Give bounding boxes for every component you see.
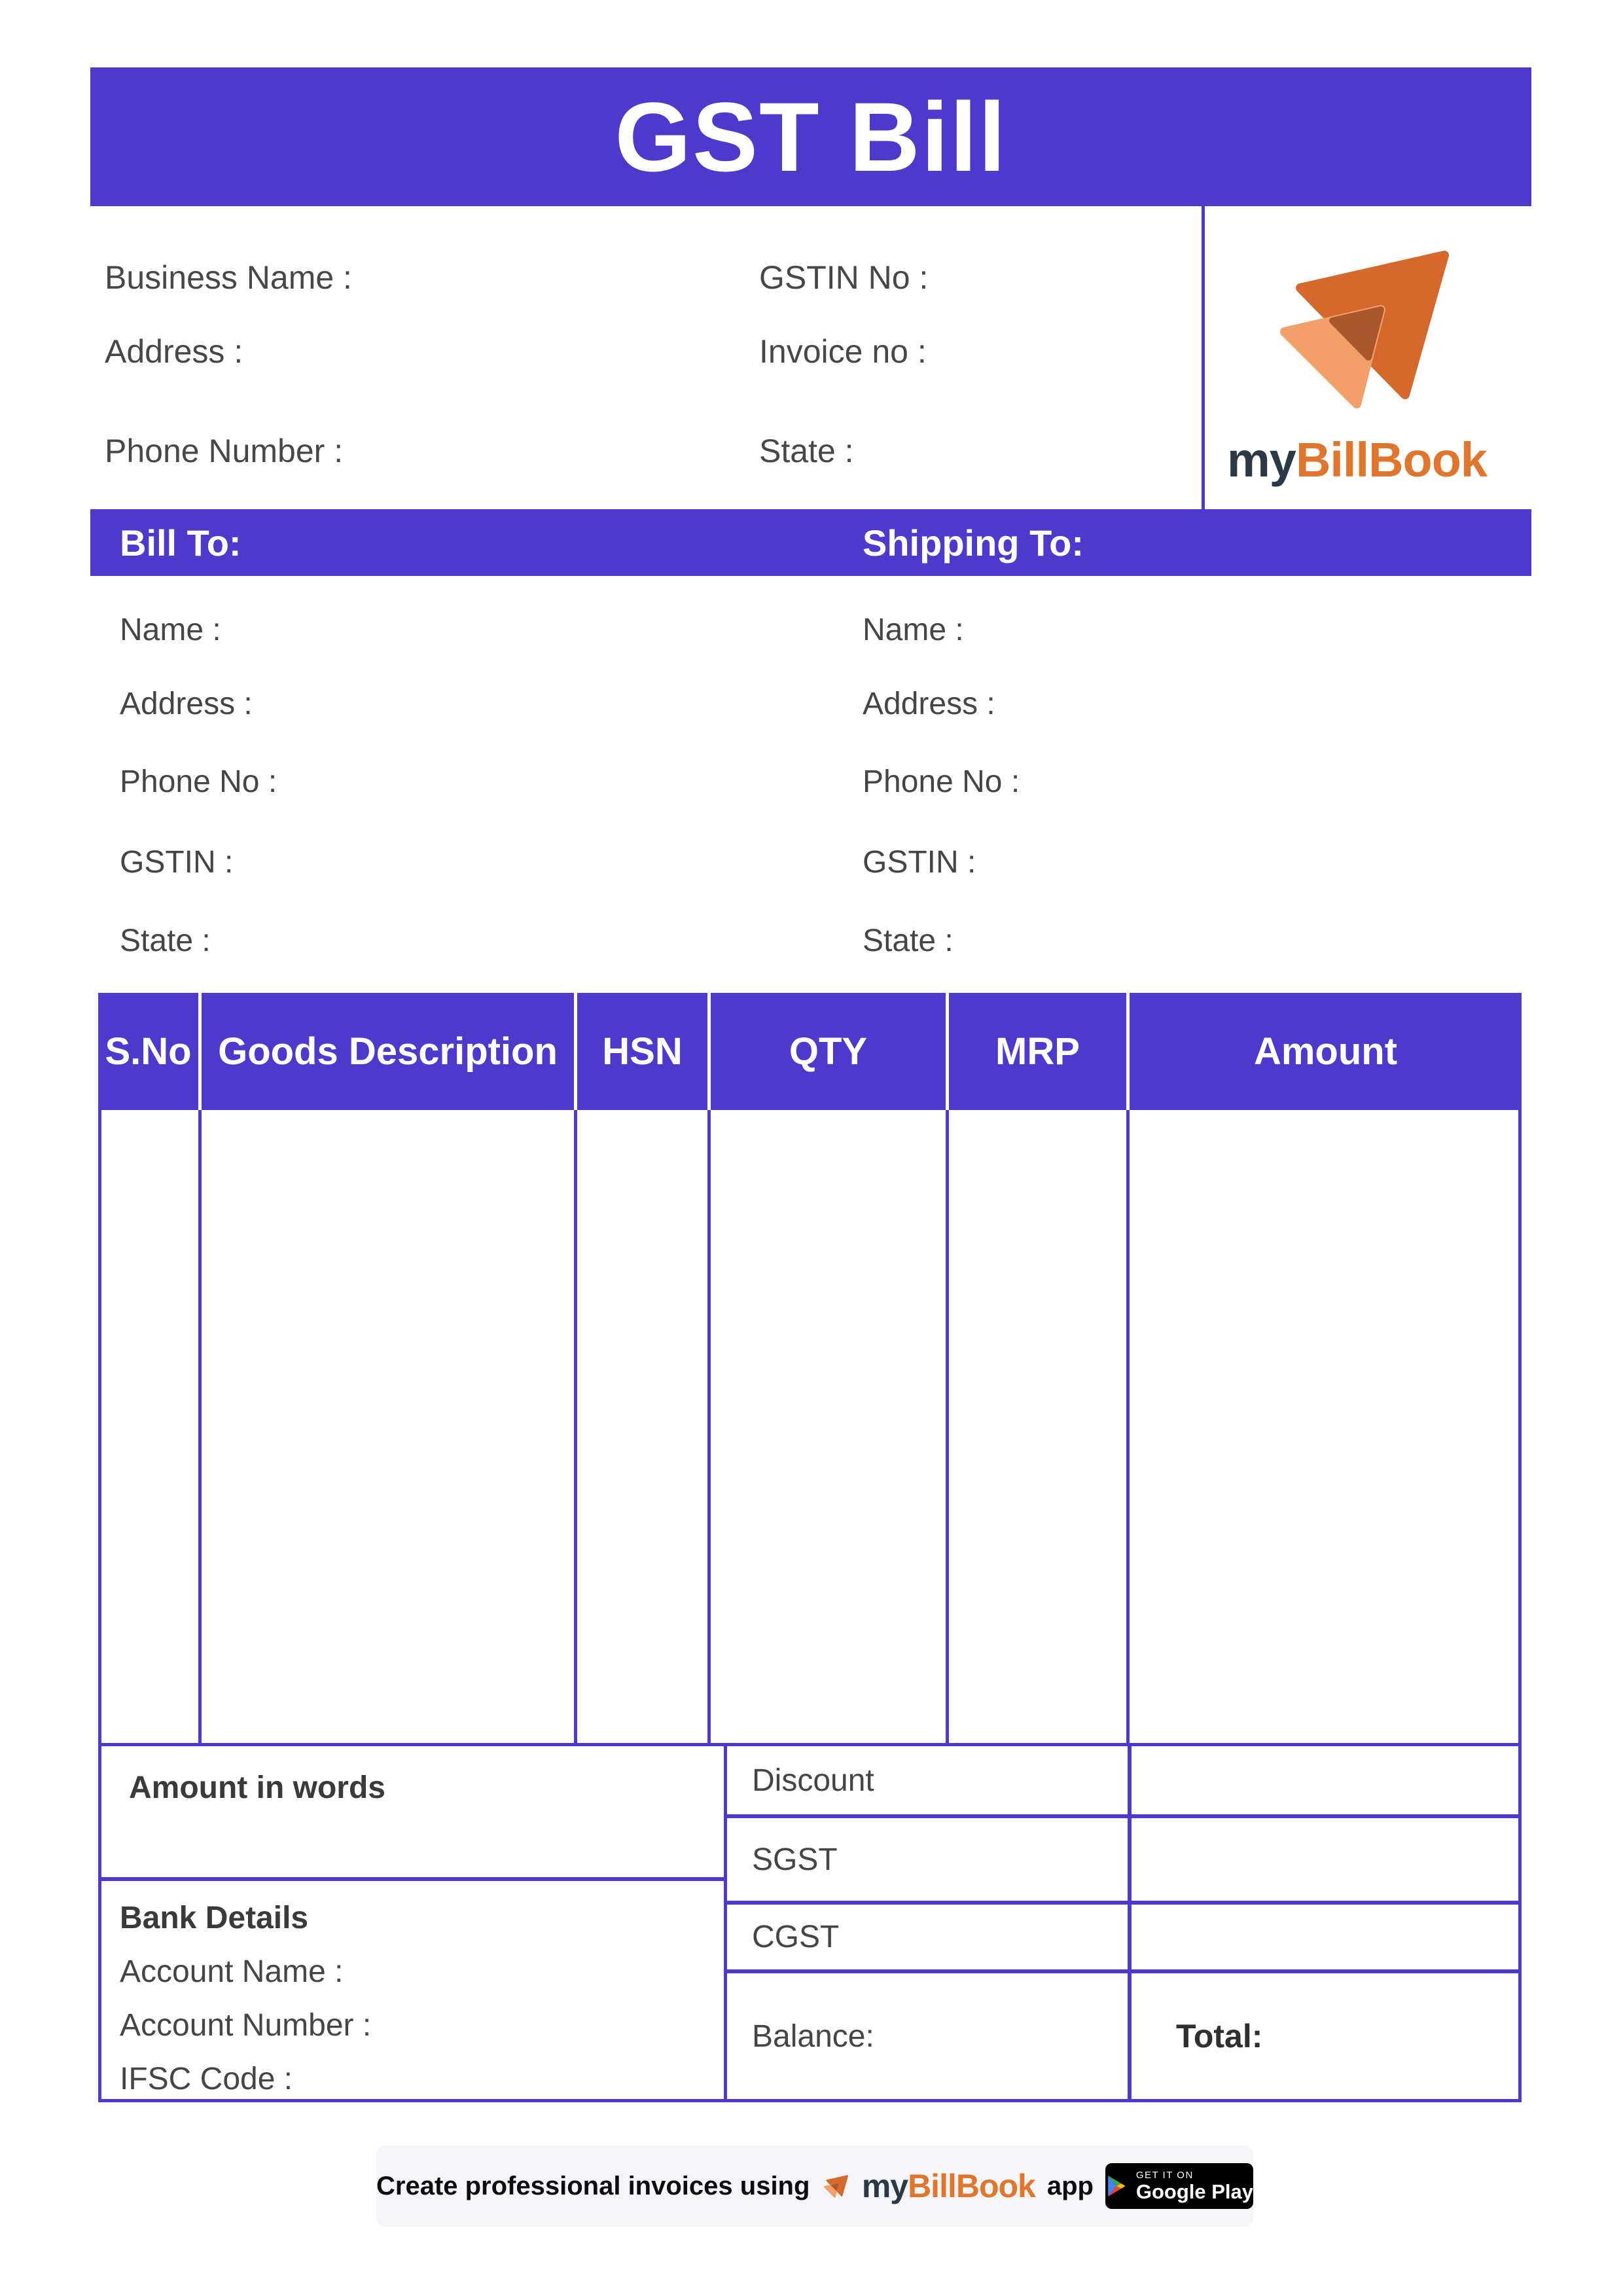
items-body-hsn-column[interactable] xyxy=(577,1110,711,1743)
footer-brand-my: my xyxy=(861,2168,908,2204)
bill-to-heading: Bill To: xyxy=(120,522,241,564)
cgst-label-cell: CGST xyxy=(727,1905,1128,1969)
invoice-no-label: Invoice no : xyxy=(759,333,927,370)
google-play-tagline: GET IT ON xyxy=(1135,2169,1194,2181)
business-phone-label: Phone Number : xyxy=(105,433,344,469)
items-table-header xyxy=(98,993,1522,1110)
footer-app-word: app xyxy=(1046,2171,1094,2200)
paper-plane-icon xyxy=(1263,239,1459,419)
google-play-badge[interactable] xyxy=(1105,2163,1253,2209)
amount-in-words-cell[interactable] xyxy=(101,1746,724,1877)
col-header-amount: Amount xyxy=(1130,993,1522,1110)
discount-value-cell[interactable] xyxy=(1132,1746,1518,1814)
col-header-qty: QTY xyxy=(711,993,949,1110)
brand-wordmark-billbook: BillBook xyxy=(1295,433,1488,487)
bill-to-state-label: State : xyxy=(120,924,211,958)
account-name-label: Account Name : xyxy=(120,1954,344,1989)
shipping-to-address-label: Address : xyxy=(863,687,995,721)
col-header-mrp: MRP xyxy=(949,993,1130,1110)
google-play-icon xyxy=(1105,2172,1128,2200)
footer-promo-text: Create professional invoices using xyxy=(376,2171,810,2200)
business-address-label: Address : xyxy=(105,333,243,370)
ifsc-code-label: IFSC Code : xyxy=(120,2062,293,2096)
summary-section xyxy=(98,1743,1522,2102)
google-play-store-name: Google Play xyxy=(1135,2179,1253,2203)
bank-details-heading: Bank Details xyxy=(120,1901,309,1935)
parties-banner xyxy=(90,509,1531,576)
shipping-to-phone-label: Phone No : xyxy=(863,764,1020,799)
page-title: GST Bill xyxy=(615,81,1007,192)
bill-to-name-label: Name : xyxy=(120,613,221,647)
items-table xyxy=(98,993,1522,1743)
bank-details-cell[interactable] xyxy=(101,1881,724,2099)
shipping-to-gstin-label: GSTIN : xyxy=(863,845,976,880)
discount-label-cell: Discount xyxy=(727,1746,1128,1814)
paper-plane-icon xyxy=(821,2170,849,2203)
balance-label-cell: Balance: xyxy=(727,1973,1128,2099)
total-cell[interactable] xyxy=(1132,1973,1518,2099)
bill-to-phone-label: Phone No : xyxy=(120,764,277,799)
logo-separator-line xyxy=(1202,206,1205,509)
sgst-label-cell: SGST xyxy=(727,1818,1128,1901)
state-label: State : xyxy=(759,433,854,469)
account-number-label: Account Number : xyxy=(120,2008,372,2043)
brand-wordmark-my: my xyxy=(1227,433,1296,487)
cgst-value-cell[interactable] xyxy=(1132,1905,1518,1969)
items-table-body xyxy=(98,1110,1522,1743)
shipping-to-heading: Shipping To: xyxy=(863,522,1084,564)
gstin-no-label: GSTIN No : xyxy=(759,259,929,296)
footer-brand-billbook: BillBook xyxy=(908,2168,1035,2204)
shipping-to-state-label: State : xyxy=(863,924,954,958)
brand-wordmark xyxy=(1227,432,1487,488)
bill-to-address-label: Address : xyxy=(120,687,253,721)
amount-in-words-label: Amount in words xyxy=(129,1770,385,1805)
google-play-badge-text xyxy=(1136,2170,1253,2203)
shipping-to-name-label: Name : xyxy=(863,613,964,647)
items-body-mrp-column[interactable] xyxy=(949,1110,1130,1743)
items-body-sno-column[interactable] xyxy=(98,1110,202,1743)
col-header-hsn: HSN xyxy=(577,993,711,1110)
items-body-goods-description-column[interactable] xyxy=(202,1110,577,1743)
bill-to-gstin-label: GSTIN : xyxy=(120,845,234,880)
sgst-value-cell[interactable] xyxy=(1132,1818,1518,1901)
invoice-title-banner xyxy=(90,67,1531,206)
business-name-label: Business Name : xyxy=(105,259,352,296)
items-body-qty-column[interactable] xyxy=(711,1110,949,1743)
items-body-amount-column[interactable] xyxy=(1130,1110,1522,1743)
footer-brand-wordmark xyxy=(862,2167,1035,2205)
col-header-sno: S.No xyxy=(98,993,202,1110)
total-label: Total: xyxy=(1176,2018,1263,2054)
col-header-goods-description: Goods Description xyxy=(202,993,577,1110)
footer-promo-bar xyxy=(376,2145,1253,2227)
